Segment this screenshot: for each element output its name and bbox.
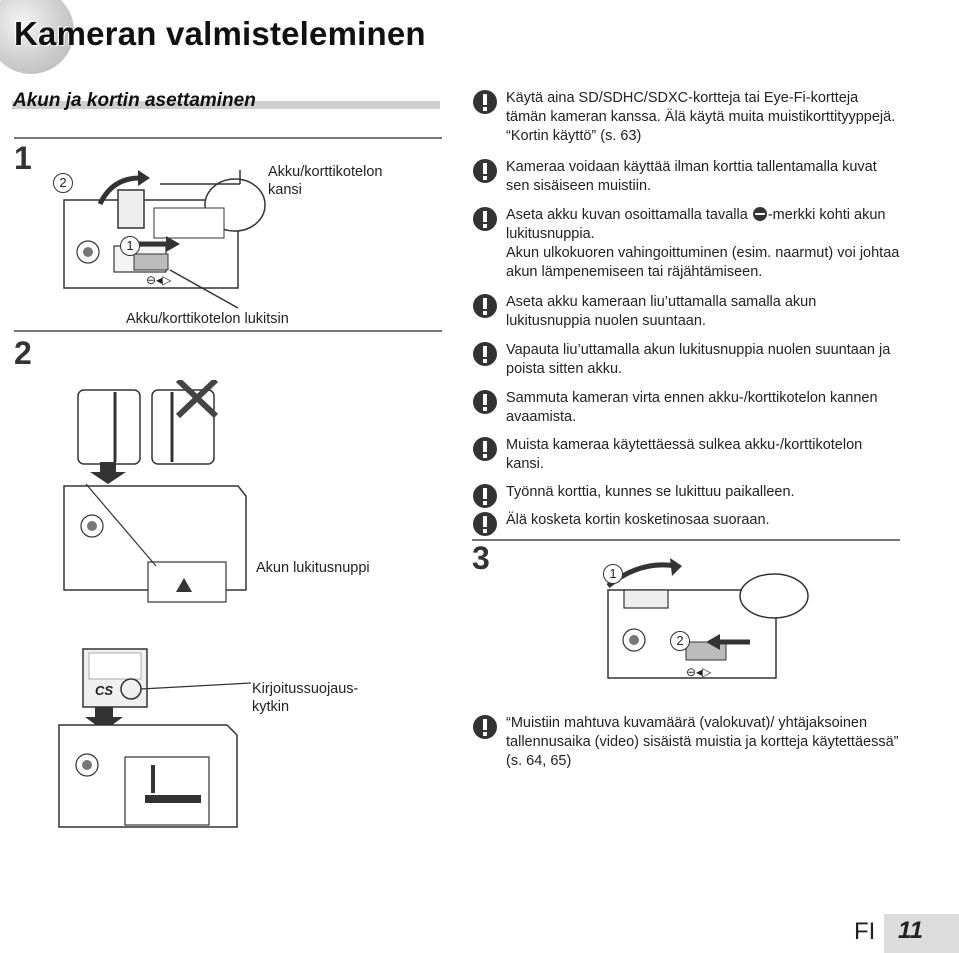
note-remove-battery: [472, 341, 902, 381]
card-insertion-illustration: [55, 645, 255, 835]
warning-icon: [472, 483, 498, 509]
section-subtitle: Akun ja kortin asettaminen: [13, 90, 256, 111]
warning-icon: [472, 293, 498, 319]
svg-text:⊖◂▷: ⊖◂▷: [146, 273, 172, 287]
note-text: Työnnä korttia, kunnes se lukittuu paikalleen.: [506, 484, 795, 500]
warning-icon: [472, 341, 498, 367]
note-card-types: [472, 89, 902, 149]
note-text: Käytä aina SD/SDHC/SDXC-kortteja tai Eye-Fi-kortteja tämän kameran kanssa. Älä käytä muita muistikorttityyppejä. “Kortin käyttö” (s. 63): [506, 90, 896, 144]
step1-rule: [14, 137, 442, 139]
note-text: Kameraa voidaan käyttää ilman korttia tallentamalla kuvat sen sisäiseen muistiin.: [506, 159, 877, 194]
svg-text:⊖◂▷: ⊖◂▷: [686, 665, 712, 679]
warning-icon: [472, 714, 498, 740]
note-internal-memory: [472, 158, 902, 198]
svg-text:CS: CS: [95, 683, 114, 698]
step-number-2: 2: [14, 335, 32, 371]
step-number-1: 1: [14, 140, 32, 176]
note-insert-battery: [472, 293, 902, 333]
write-protect-label: Kirjoitussuojaus-kytkin: [252, 681, 359, 715]
note-text-part1: Aseta akku kuvan osoittamalla tavalla: [506, 207, 748, 223]
marker-1-circle: 1: [120, 236, 140, 256]
lock-label: Akku/korttikotelon lukitsin: [126, 311, 289, 327]
note-text: Vapauta liu’uttamalla akun lukitusnuppia nuolen suuntaan ja poista sitten akku.: [506, 342, 891, 377]
page-number: 11: [898, 917, 923, 944]
language-code: FI: [854, 918, 876, 945]
note-power-off: [472, 389, 902, 429]
note-text: Muista kameraa käytettäessä sulkea akku-/korttikotelon kansi.: [506, 437, 863, 472]
warning-icon: [472, 89, 498, 115]
note-text-part3: Akun ulkokuoren vahingoittuminen (esim. naarmut) voi johtaa akun lämpenemiseen tai räjähtämiseen.: [506, 245, 900, 280]
note-text: [506, 206, 902, 282]
camera-cover-illustration: [50, 160, 270, 320]
warning-icon: [472, 436, 498, 462]
note-text: Älä kosketa kortin kosketinosaa suoraan.: [506, 512, 770, 528]
note-capacity: [472, 714, 902, 774]
warning-icon: [472, 511, 498, 537]
note-close-cover: [472, 436, 902, 476]
note-push-card: [472, 483, 902, 505]
step3-rule: [472, 539, 900, 541]
marker-1-circle-step3: 1: [603, 564, 623, 584]
note-text-part2: -merkki kohti akun lukitusnuppia.: [506, 207, 886, 242]
warning-icon: [472, 158, 498, 184]
marker-2-circle: 2: [53, 173, 73, 193]
note-text: Aseta akku kameraan liu’uttamalla samalla akun lukitusnuppia nuolen suuntaan.: [506, 294, 817, 329]
note-text: “Muistiin mahtuva kuvamäärä (valokuvat)/ yhtäjaksoinen tallennusaika (video) sisäistä muistia ja kortteja käytettäessä” (s. 64, 65): [506, 715, 899, 769]
note-battery-orientation: [472, 206, 902, 286]
page-title: Kameran valmisteleminen: [14, 15, 426, 52]
step-number-3: 3: [472, 540, 490, 576]
battery-lock-label: Akun lukitusnuppi: [256, 560, 370, 576]
warning-icon: [472, 206, 498, 232]
battery-insertion-illustration: [60, 380, 260, 625]
note-text: Sammuta kameran virta ennen akku-/korttikotelon kannen avaamista.: [506, 390, 878, 425]
battery-removal-illustration: [600, 556, 810, 686]
cover-label: Akku/korttikotelon kansi: [268, 164, 383, 198]
warning-icon: [472, 389, 498, 415]
marker-2-circle-step3: 2: [670, 631, 690, 651]
step2-rule: [14, 330, 442, 332]
note-contacts: [472, 511, 902, 533]
battery-mark-icon: [752, 206, 768, 222]
